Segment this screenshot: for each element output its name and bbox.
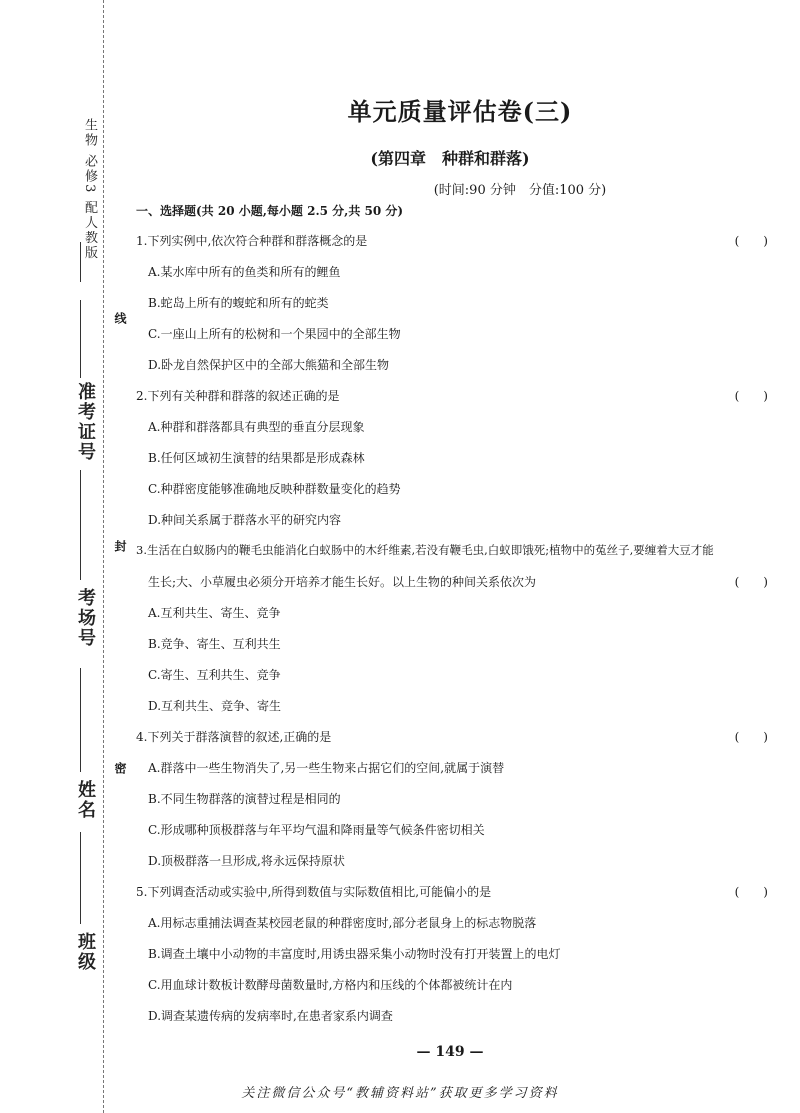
section-title: 一、选择题(共 20 小题,每小题 2.5 分,共 50 分) [136, 204, 404, 218]
exam-room-label: 考场号 [75, 588, 96, 648]
answer-bracket[interactable]: ( ) [734, 730, 768, 744]
option: B.竞争、寄生、互利共生 [148, 637, 281, 651]
question-stem-continued: 生长;大、小草履虫必须分开培养才能生长好。以上生物的种间关系依次为 [148, 575, 537, 589]
option: D.卧龙自然保护区中的全部大熊猫和全部生物 [148, 358, 390, 372]
option: B.蛇岛上所有的蝮蛇和所有的蛇类 [148, 296, 329, 310]
option: B.调查土壤中小动物的丰富度时,用诱虫器采集小动物时没有打开装置上的电灯 [148, 947, 561, 961]
class-label: 班级 [75, 932, 96, 972]
edition-label: 生物 必修3 配人教版 [82, 118, 97, 261]
option: D.种间关系属于群落水平的研究内容 [148, 513, 342, 527]
exam-number-line[interactable] [80, 300, 81, 378]
answer-bracket[interactable]: ( ) [734, 885, 768, 899]
option: A.群落中一些生物消失了,另一些生物来占据它们的空间,就属于演替 [148, 761, 505, 775]
page-number: — 149 — [416, 1044, 484, 1060]
question-stem: 2.下列有关种群和群落的叙述正确的是 [136, 389, 340, 403]
question-stem: 1.下列实例中,依次符合种群和群落概念的是 [136, 234, 368, 248]
question-stem: 4.下列关于群落演替的叙述,正确的是 [136, 730, 332, 744]
option: C.一座山上所有的松树和一个果园中的全部生物 [148, 327, 401, 341]
option: B.任何区域初生演替的结果都是形成森林 [148, 451, 365, 465]
field-underline [80, 242, 81, 282]
option: A.互利共生、寄生、竞争 [148, 606, 281, 620]
option: D.调查某遗传病的发病率时,在患者家系内调查 [148, 1009, 393, 1023]
page-title: 单元质量评估卷(三) [347, 97, 573, 126]
name-line[interactable] [80, 668, 81, 772]
option: C.寄生、互利共生、竞争 [148, 668, 281, 682]
option: D.互利共生、竞争、寄生 [148, 699, 282, 713]
exam-number-label: 准考证号 [75, 382, 96, 462]
chapter-subtitle: (第四章 种群和群落) [370, 149, 530, 168]
option: C.种群密度能够准确地反映种群数量变化的趋势 [148, 482, 401, 496]
name-label: 姓名 [75, 780, 96, 820]
answer-bracket[interactable]: ( ) [734, 234, 768, 248]
answer-bracket[interactable]: ( ) [734, 575, 768, 589]
option: C.用血球计数板计数酵母菌数量时,方格内和压线的个体都被统计在内 [148, 978, 513, 992]
seal-mark-line: 线 [113, 312, 127, 324]
exam-meta: (时间:90 分钟 分值:100 分) [433, 183, 607, 198]
seal-mark-seal: 封 [113, 540, 127, 552]
exam-room-line[interactable] [80, 470, 81, 580]
option: A.种群和群落都具有典型的垂直分层现象 [148, 420, 365, 434]
question-stem: 5.下列调查活动或实验中,所得到数值与实际数值相比,可能偏小的是 [136, 885, 492, 899]
option: B.不同生物群落的演替过程是相同的 [148, 792, 341, 806]
option: C.形成哪种顶极群落与年平均气温和降雨量等气候条件密切相关 [148, 823, 485, 837]
option: D.顶极群落一旦形成,将永远保持原状 [148, 854, 345, 868]
seal-mark-secret: 密 [113, 762, 127, 774]
question-stem: 3.生活在白蚁肠内的鞭毛虫能消化白蚁肠中的木纤维素,若没有鞭毛虫,白蚁即饿死;植物中的菟丝子,要缠着大豆才能 [136, 543, 714, 557]
footer-note: 关注微信公众号“教辅资料站”获取更多学习资料 [241, 1086, 559, 1101]
answer-bracket[interactable]: ( ) [734, 389, 768, 403]
class-line[interactable] [80, 832, 81, 924]
option: A.某水库中所有的鱼类和所有的鲤鱼 [148, 265, 341, 279]
option: A.用标志重捕法调查某校园老鼠的种群密度时,部分老鼠身上的标志物脱落 [148, 916, 537, 930]
